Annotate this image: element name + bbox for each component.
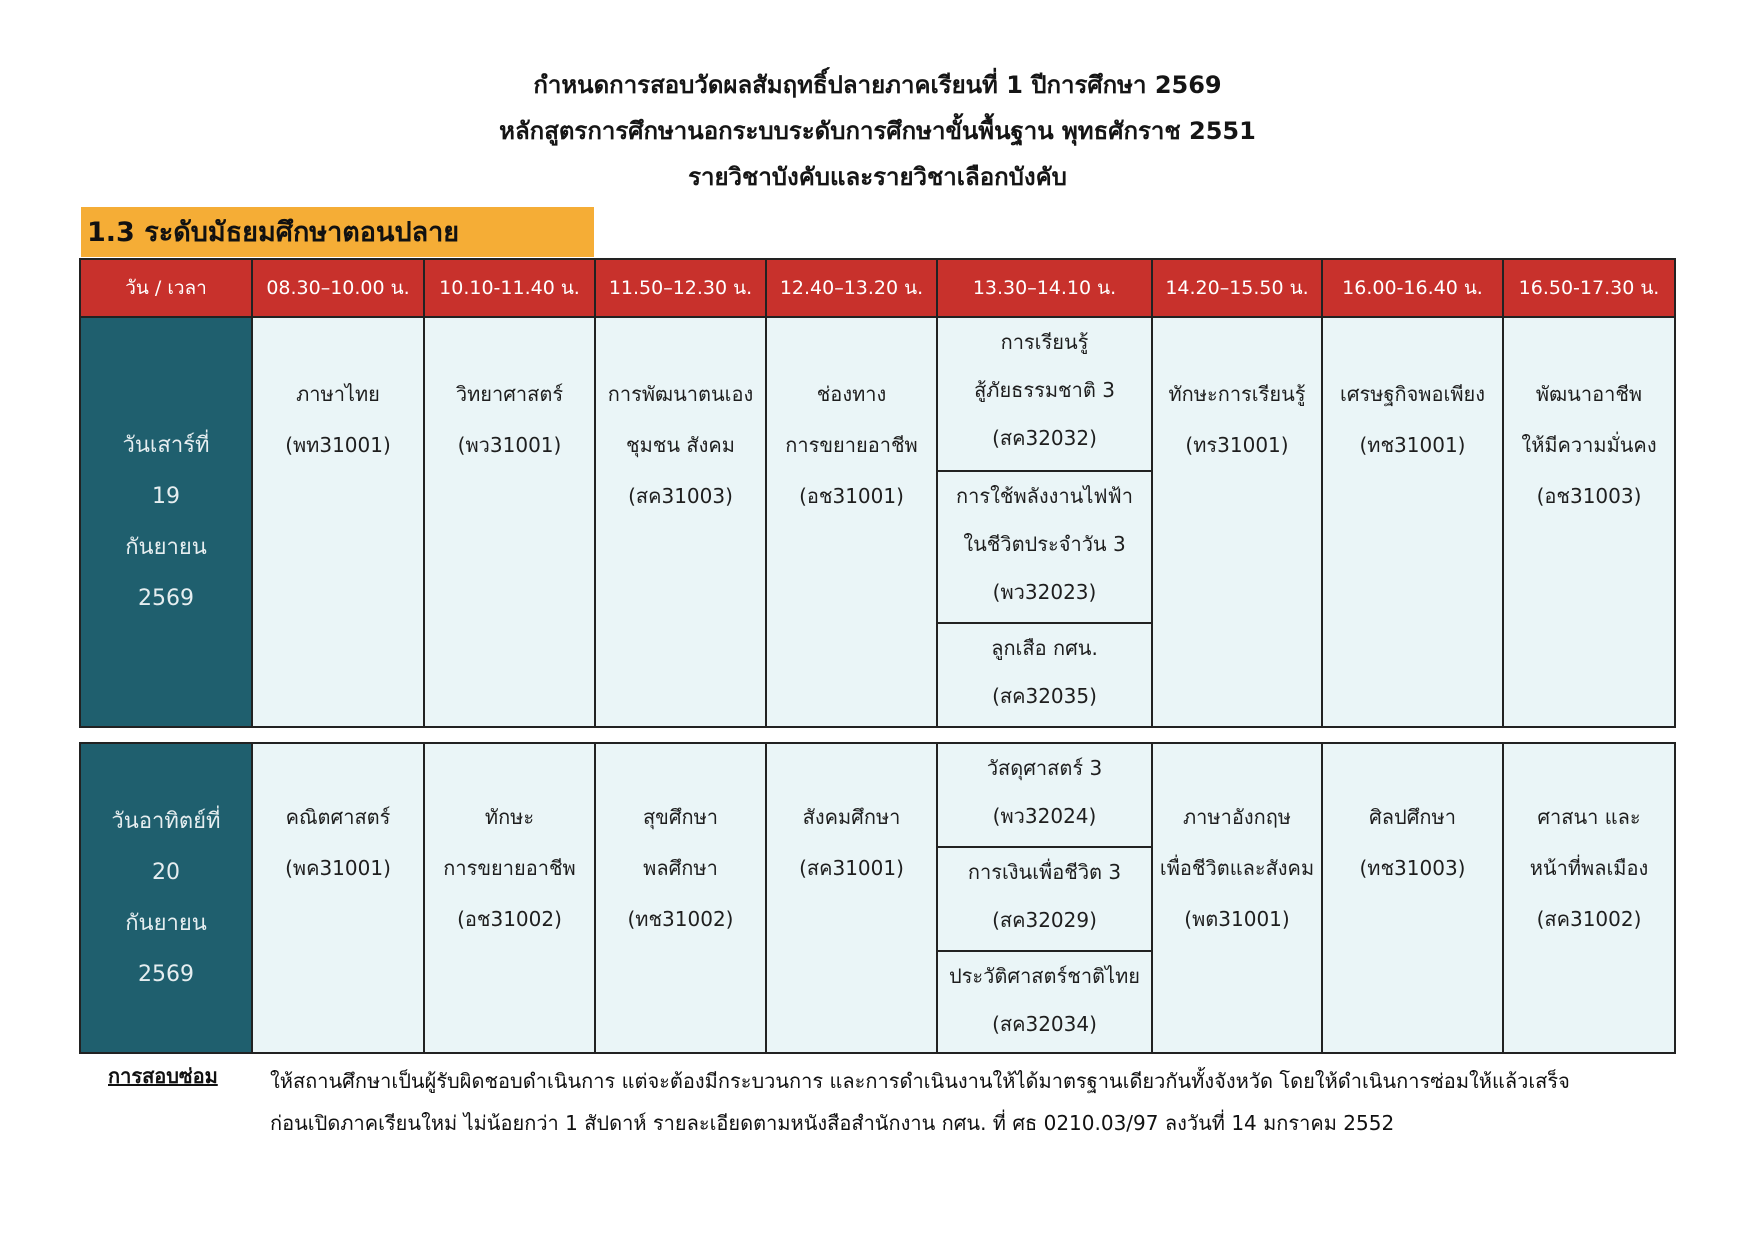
subject-sub-cell: การใช้พลังงานไฟฟ้า ในชีวิตประจำวัน 3 (พว32023) — [938, 472, 1151, 624]
makeup-exam-text: ให้สถานศึกษาเป็นผู้รับผิดชอบดำเนินการ แต่จะต้องมีกระบวนการ และการดำเนินงานให้ได้มาตรฐานเดียวกันทั้งจังหวัด โดยให้ดำเนินการซ่อมให้แล้วเสร็จ ก่อนเปิดภาคเรียนใหม่ ไม่น้อยกว่า 1 สัปดาห์ รายละเอียดตามหนังสือสำนักงาน กศน. ที่ ศธ 0210.03/97 ลงวันที่ 14 มกราคม 2552 — [270, 1069, 1570, 1135]
subject-cell: ทักษะการเรียนรู้ (ทร31001) — [1152, 317, 1322, 727]
day-cell-saturday: วันเสาร์ที่ 19 กันยายน 2569 — [80, 317, 252, 727]
subject-cell-split — [937, 317, 1152, 727]
header-slot-1: 08.30–10.00 น. — [252, 259, 424, 317]
header-day-time: วัน / เวลา — [80, 259, 252, 317]
exam-schedule-table-saturday — [79, 258, 1676, 728]
subject-cell: ทักษะ การขยายอาชีพ (อช31002) — [424, 743, 595, 1053]
subject-sub-cell: วัสดุศาสตร์ 3 (พว32024) — [938, 744, 1151, 848]
header-slot-7: 16.00-16.40 น. — [1322, 259, 1503, 317]
makeup-exam-label: การสอบซ่อม — [108, 1064, 218, 1088]
header-slot-8: 16.50-17.30 น. — [1503, 259, 1675, 317]
subject-cell: ศาสนา และ หน้าที่พลเมือง (สค31002) — [1503, 743, 1675, 1053]
title-line-2: หลักสูตรการศึกษานอกระบบระดับการศึกษาขั้นพื้นฐาน พุทธศักราช 2551 — [499, 117, 1256, 145]
document-titles — [0, 62, 1755, 200]
exam-schedule-table-sunday — [79, 742, 1676, 1054]
subject-sub-cell: การเงินเพื่อชีวิต 3 (สค32029) — [938, 848, 1151, 952]
subject-cell: ช่องทาง การขยายอาชีพ (อช31001) — [766, 317, 937, 727]
table-row-sunday — [80, 743, 1675, 1053]
subject-cell: คณิตศาสตร์ (พค31001) — [252, 743, 424, 1053]
subject-sub-cell: การเรียนรู้ สู้ภัยธรรมชาติ 3 (สค32032) — [938, 318, 1151, 472]
subject-cell: ภาษาไทย (พท31001) — [252, 317, 424, 727]
subject-cell: วิทยาศาสตร์ (พว31001) — [424, 317, 595, 727]
section-label: 1.3 ระดับมัธยมศึกษาตอนปลาย — [81, 207, 594, 257]
subject-cell-split — [937, 743, 1152, 1053]
subject-cell: สุขศึกษา พลศึกษา (ทช31002) — [595, 743, 766, 1053]
header-row — [80, 259, 1675, 317]
day-cell-sunday: วันอาทิตย์ที่ 20 กันยายน 2569 — [80, 743, 252, 1053]
header-slot-4: 12.40–13.20 น. — [766, 259, 937, 317]
subject-sub-cell: ลูกเสือ กศน. (สค32035) — [991, 636, 1098, 708]
subject-sub-cell: ประวัติศาสตร์ชาติไทย (สค32034) — [948, 964, 1140, 1036]
title-line-3: รายวิชาบังคับและรายวิชาเลือกบังคับ — [688, 163, 1067, 191]
header-slot-5: 13.30–14.10 น. — [937, 259, 1152, 317]
header-slot-3: 11.50–12.30 น. — [595, 259, 766, 317]
header-slot-2: 10.10-11.40 น. — [424, 259, 595, 317]
title-line-1: กำหนดการสอบวัดผลสัมฤทธิ์ปลายภาคเรียนที่ 1 ปีการศึกษา 2569 — [533, 71, 1222, 99]
subject-cell: การพัฒนาตนเอง ชุมชน สังคม (สค31003) — [595, 317, 766, 727]
subject-cell: พัฒนาอาชีพ ให้มีความมั่นคง (อช31003) — [1503, 317, 1675, 727]
subject-cell: ภาษาอังกฤษ เพื่อชีวิตและสังคม (พต31001) — [1152, 743, 1322, 1053]
table-row-saturday — [80, 317, 1675, 727]
subject-cell: เศรษฐกิจพอเพียง (ทช31001) — [1322, 317, 1503, 727]
header-slot-6: 14.20–15.50 น. — [1152, 259, 1322, 317]
subject-cell: สังคมศึกษา (สค31001) — [766, 743, 937, 1053]
subject-cell: ศิลปศึกษา (ทช31003) — [1322, 743, 1503, 1053]
